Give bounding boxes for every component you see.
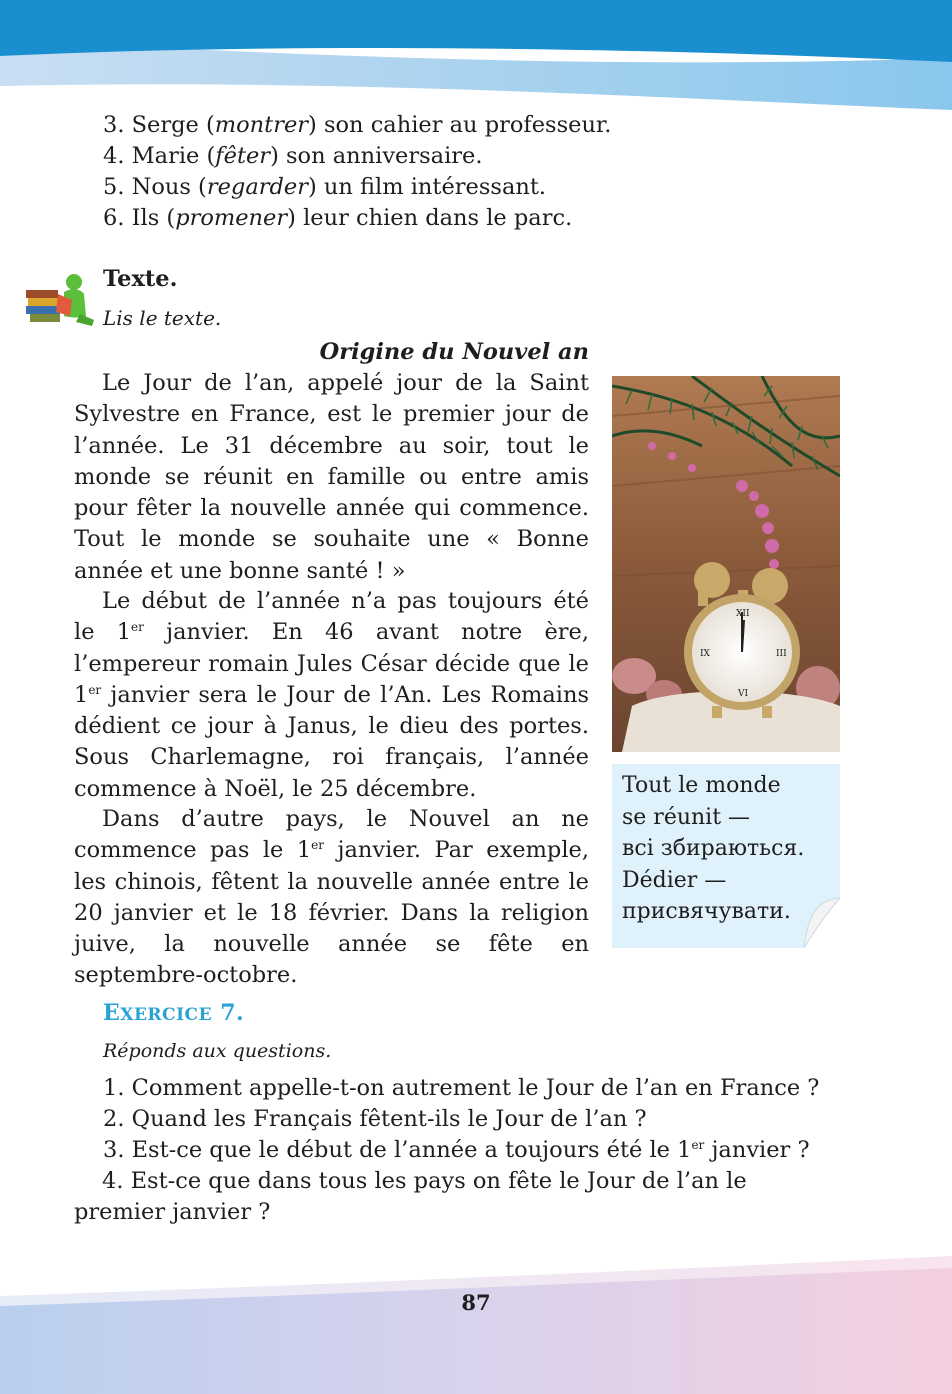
question-3: 3. Est-ce que le début de l’année a toujours été le 1er janvier ? — [103, 1137, 810, 1163]
question-2: 2. Quand les Français fêtent-ils le Jour de l’an ? — [103, 1106, 647, 1132]
svg-text:IX: IX — [700, 649, 710, 659]
article-paragraph-2: Le début de l’année n’a pas toujours été le 1er janvier. En 46 avant notre ère, l’empereur romain Jules César décide que le 1er janvier sera le Jour de l’An. Les Romains dédient ce jour à Janus, le dieu des portes. Sous Charlemagne, roi français, l’année commence à Noël, le 25 décembre. — [74, 588, 589, 802]
top-decorative-band — [0, 0, 952, 110]
exercise-item-3: 3. Serge (montrer) son cahier au professeur. — [103, 112, 612, 138]
exercise-7-heading: EXERCICE 7. — [103, 1000, 245, 1026]
note-line-5: присвячувати. — [622, 899, 791, 924]
reading-books-icon — [24, 272, 96, 330]
exercise-item-4: 4. Marie (fêter) son anniversaire. — [103, 143, 483, 169]
article-title: Origine du Nouvel an — [319, 339, 589, 365]
page-number: 87 — [461, 1290, 491, 1315]
question-4: 4. Est-ce que dans tous les pays on fête le Jour de l’an le premier janvier ? — [74, 1168, 747, 1225]
bottom-decorative-band — [0, 1250, 952, 1394]
question-1: 1. Comment appelle-t-on autrement le Jour de l’an en France ? — [103, 1075, 820, 1101]
note-line-2: se réunit — — [622, 804, 751, 830]
note-line-4: Dédier — — [622, 867, 727, 893]
section-instruction: Lis le texte. — [103, 306, 222, 330]
note-line-1: Tout le monde — [622, 773, 781, 798]
exercise-item-6: 6. Ils (promener) leur chien dans le parc. — [103, 205, 573, 231]
section-title: Texte. — [103, 266, 178, 292]
article-paragraph-1: Le Jour de l’an, appelé jour de la Saint Sylvestre en France, est le premier jour de l’année. Le 31 décembre au soir, tout le monde se réunit en famille ou entre amis pour fêter la nouvelle année qui commence. Tout le monde se souhaite une « Bonne année et une bonne santé ! » — [74, 370, 589, 584]
svg-text:XII: XII — [736, 609, 750, 619]
svg-text:VI: VI — [738, 689, 749, 699]
svg-text:III: III — [776, 649, 787, 659]
vocabulary-note — [622, 770, 804, 928]
article-paragraph-3: Dans d’autre pays, le Nouvel an ne commence pas le 1er janvier. Par exemple, les chinois, fêtent la nouvelle année entre le 20 janvier et le 18 février. Dans la religion juive, la nouvelle année se fête en septembre-octobre. — [74, 806, 589, 989]
exercise-7-instruction: Réponds aux questions. — [103, 1040, 332, 1062]
exercise-item-5: 5. Nous (regarder) un film intéressant. — [103, 174, 547, 200]
new-year-clock-photo — [612, 376, 840, 752]
note-line-3: всі збираються. — [622, 836, 805, 861]
